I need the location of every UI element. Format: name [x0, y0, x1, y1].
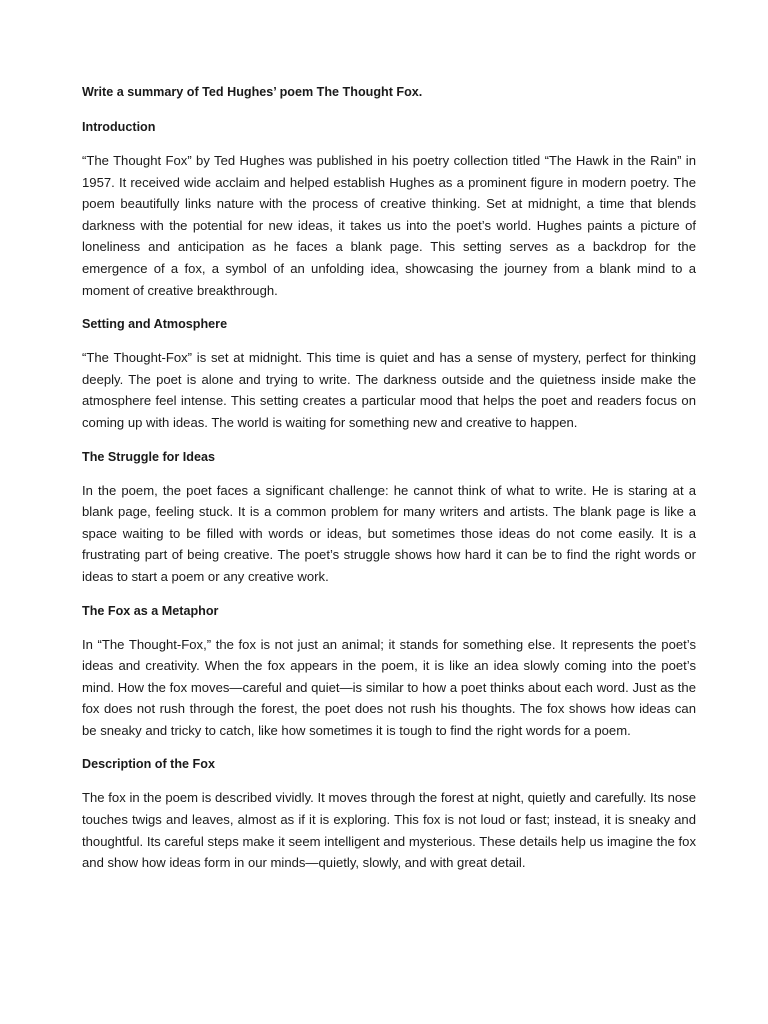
heading-setting-atmosphere: Setting and Atmosphere: [82, 317, 228, 332]
paragraph-fox-metaphor: In “The Thought-Fox,” the fox is not just an animal; it stands for something else. It represents the poet’s ideas and creativity. When the fox appears in the poem, it is like an idea slowly coming into the poet’s mind. How the fox moves—careful and quiet—is similar to how a poet thinks about each word. Just as the fox does not rush through the forest, the poet does not rush his thoughts. The fox shows how ideas can be sneaky and tricky to catch, like how sometimes it is tough to find the right words for a poem.: [82, 636, 696, 738]
heading-introduction: Introduction: [82, 120, 156, 134]
paragraph-setting-atmosphere: “The Thought-Fox” is set at midnight. This time is quiet and has a sense of mystery, perfect for thinking deeply. The poet is alone and trying to write. The darkness outside and the quietness inside make the atmosphere feel intense. This setting creates a particular mood that helps the poet and readers focus on coming up with ideas. The world is waiting for something new and creative to happen.: [82, 350, 696, 430]
document-title: Write a summary of Ted Hughes’ poem The Thought Fox.: [82, 85, 423, 99]
paragraph-struggle-for-ideas: In the poem, the poet faces a significant challenge: he cannot think of what to write. He is staring at a blank page, feeling stuck. It is a common problem for many writers and artists. The blank page is like a space waiting to be filled with words or ideas, but sometimes those ideas do not come easily. It is a frustrating part of being creative. The poet’s struggle shows how hard it can be to find the right words or ideas to start a poem or any creative work.: [82, 482, 696, 584]
paragraph-introduction: “The Thought Fox” by Ted Hughes was published in his poetry collection titled “The Hawk in the Rain” in 1957. It received wide acclaim and helped establish Hughes as a prominent figure in modern poetry. The poem beautifully links nature with the process of creative thinking. Set at midnight, a time that blends darkness with the potential for new ideas, it takes us into the poet’s world. Hughes paints a picture of loneliness and anticipation as he faces a blank page. This setting serves as a backdrop for the emergence of a fox, a symbol of an unfolding idea, showcasing the journey from a blank mind to a moment of creative breakthrough.: [82, 153, 696, 298]
paragraph-fox-description: The fox in the poem is described vividly. It moves through the forest at night, quietly and carefully. Its nose touches twigs and leaves, almost as if it is exploring. This fox is not loud or fast; instead, it is sneaky and thoughtful. Its careful steps make it seem intelligent and mysterious. These details help us imagine the fox and show how ideas form in our minds—quietly, slowly, and with great detail.: [82, 790, 696, 871]
heading-struggle-for-ideas: The Struggle for Ideas: [82, 449, 215, 464]
heading-fox-metaphor: The Fox as a Metaphor: [82, 603, 219, 618]
heading-fox-description: Description of the Fox: [82, 757, 215, 772]
